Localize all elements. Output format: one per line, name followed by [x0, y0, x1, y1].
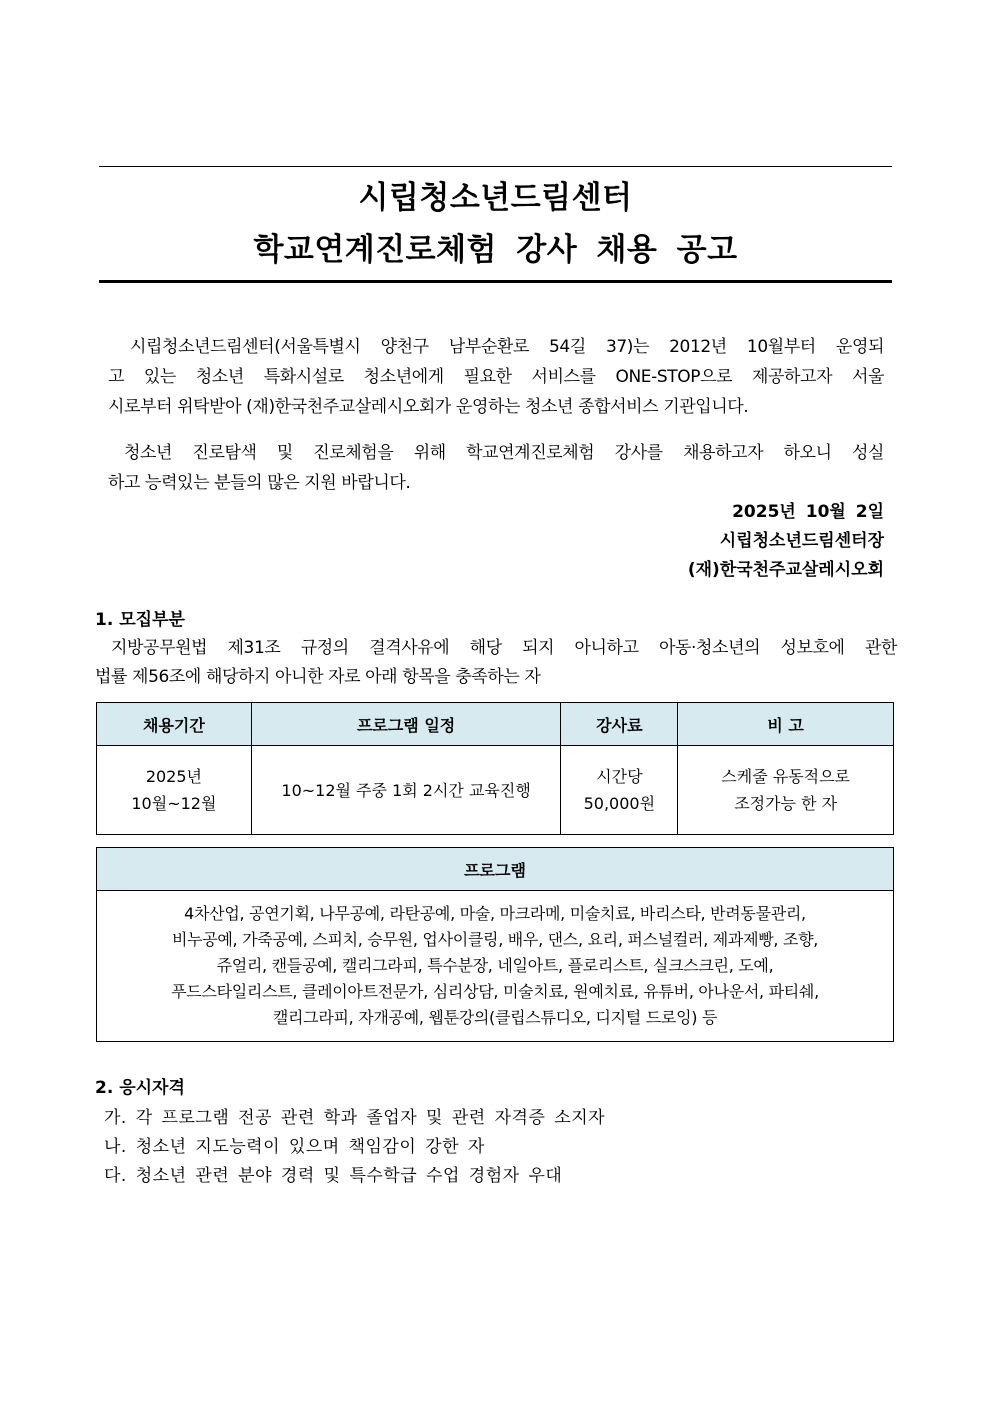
section1-title: 1. 모집부분	[95, 610, 185, 630]
cell-note	[678, 746, 894, 835]
program-line: 비누공예, 가죽공예, 스피치, 승무원, 업사이클링, 배우, 댄스, 요리, 퍼스널컬러, 제과제빵, 조향,	[171, 930, 819, 949]
intro-p1-line3: 시로부터 위탁받아 (재)한국천주교살레시오회가 운영하는 청소년 종합서비스 기관입니다.	[108, 397, 749, 417]
intro-p2-line1-text: 청소년 진로탐색 및 진로체험을 위해 학교연계진로체험 강사를 채용하고자 하오니 성실	[124, 443, 884, 463]
section2-title: 2. 응시자격	[95, 1078, 185, 1098]
program-header: 프로그램	[97, 848, 894, 891]
recruitment-info-table	[96, 702, 894, 835]
intro-p1-line1	[108, 332, 884, 362]
organization-name: (재)한국천주교살레시오회	[687, 560, 884, 580]
section1-body	[95, 634, 897, 692]
period-year: 2025년	[145, 767, 202, 786]
intro-p2-line1	[108, 438, 884, 468]
intro-paragraph-1	[108, 332, 884, 422]
cell-fee	[561, 746, 678, 835]
intro-p1-line1-text: 시립청소년드림센터(서울특별시 양천구 남부순환로 54길 37)는 2012년 10월부터 운영되	[130, 337, 884, 357]
program-header-row	[97, 848, 894, 891]
intro-p1-line2: 고 있는 청소년 특화시설로 청소년에게 필요한 서비스를 ONE-STOP으로 제공하고자 서울	[108, 367, 884, 387]
period-months: 10월~12월	[131, 794, 217, 813]
header-note: 비 고	[678, 703, 894, 746]
intro-paragraph-2	[108, 438, 884, 498]
header-fee: 강사료	[561, 703, 678, 746]
cell-schedule: 10~12월 주중 1회 2시간 교육진행	[251, 746, 561, 835]
qualifications-list	[104, 1104, 605, 1191]
program-line: 푸드스타일리스트, 클레이아트전문가, 심리상담, 미술치료, 원예치료, 유튜버, 아나운서, 파티쉐,	[171, 982, 819, 1001]
header-period: 채용기간	[97, 703, 252, 746]
cell-period	[97, 746, 252, 835]
program-line: 4차산업, 공연기획, 나무공예, 라탄공예, 마술, 마크라메, 미술치료, 바리스타, 반려동물관리,	[184, 904, 806, 923]
header-schedule: 프로그램 일정	[251, 703, 561, 746]
table-row	[97, 746, 894, 835]
title-top-rule	[99, 166, 892, 167]
fee-amount: 50,000원	[583, 794, 656, 813]
list-item: 다. 청소년 관련 분야 경력 및 특수학급 수업 경험자 우대	[104, 1166, 563, 1186]
program-list-cell	[97, 891, 894, 1042]
announcement-date: 2025년 10월 2일	[732, 502, 884, 522]
section1-body-line2: 법률 제56조에 해당하지 아니한 자로 아래 항목을 충족하는 자	[95, 667, 541, 687]
page-title-line1: 시립청소년드림센터	[358, 180, 633, 216]
intro-p2-line2: 하고 능력있는 분들의 많은 지원 바랍니다.	[108, 473, 411, 493]
note-line2: 조정가능 한 자	[734, 794, 838, 813]
program-line: 쥬얼리, 캔들공예, 캘리그라피, 특수분장, 네일아트, 플로리스트, 실크스크린, 도예,	[216, 956, 774, 975]
list-item: 가. 각 프로그램 전공 관련 학과 졸업자 및 관련 자격증 소지자	[104, 1108, 606, 1128]
section1-body-line1	[95, 634, 897, 663]
note-line1: 스케줄 유동적으로	[721, 767, 851, 786]
program-line: 캘리그라피, 자개공예, 웹툰강의(클립스튜디오, 디지털 드로잉) 등	[272, 1008, 718, 1027]
list-item: 나. 청소년 지도능력이 있으며 책임감이 강한 자	[104, 1137, 485, 1157]
page-title-line2: 학교연계진로체험 강사 채용 공고	[253, 232, 738, 268]
section1-body-line1-text: 지방공무원법 제31조 규정의 결격사유에 해당 되지 아니하고 아동·청소년의 성보호에 관한	[111, 638, 897, 658]
issuer-name: 시립청소년드림센터장	[719, 531, 884, 551]
table-header-row	[97, 703, 894, 746]
title-bottom-rule	[99, 280, 892, 283]
fee-unit: 시간당	[596, 767, 643, 786]
program-table	[96, 847, 894, 1042]
program-list-row	[97, 891, 894, 1042]
